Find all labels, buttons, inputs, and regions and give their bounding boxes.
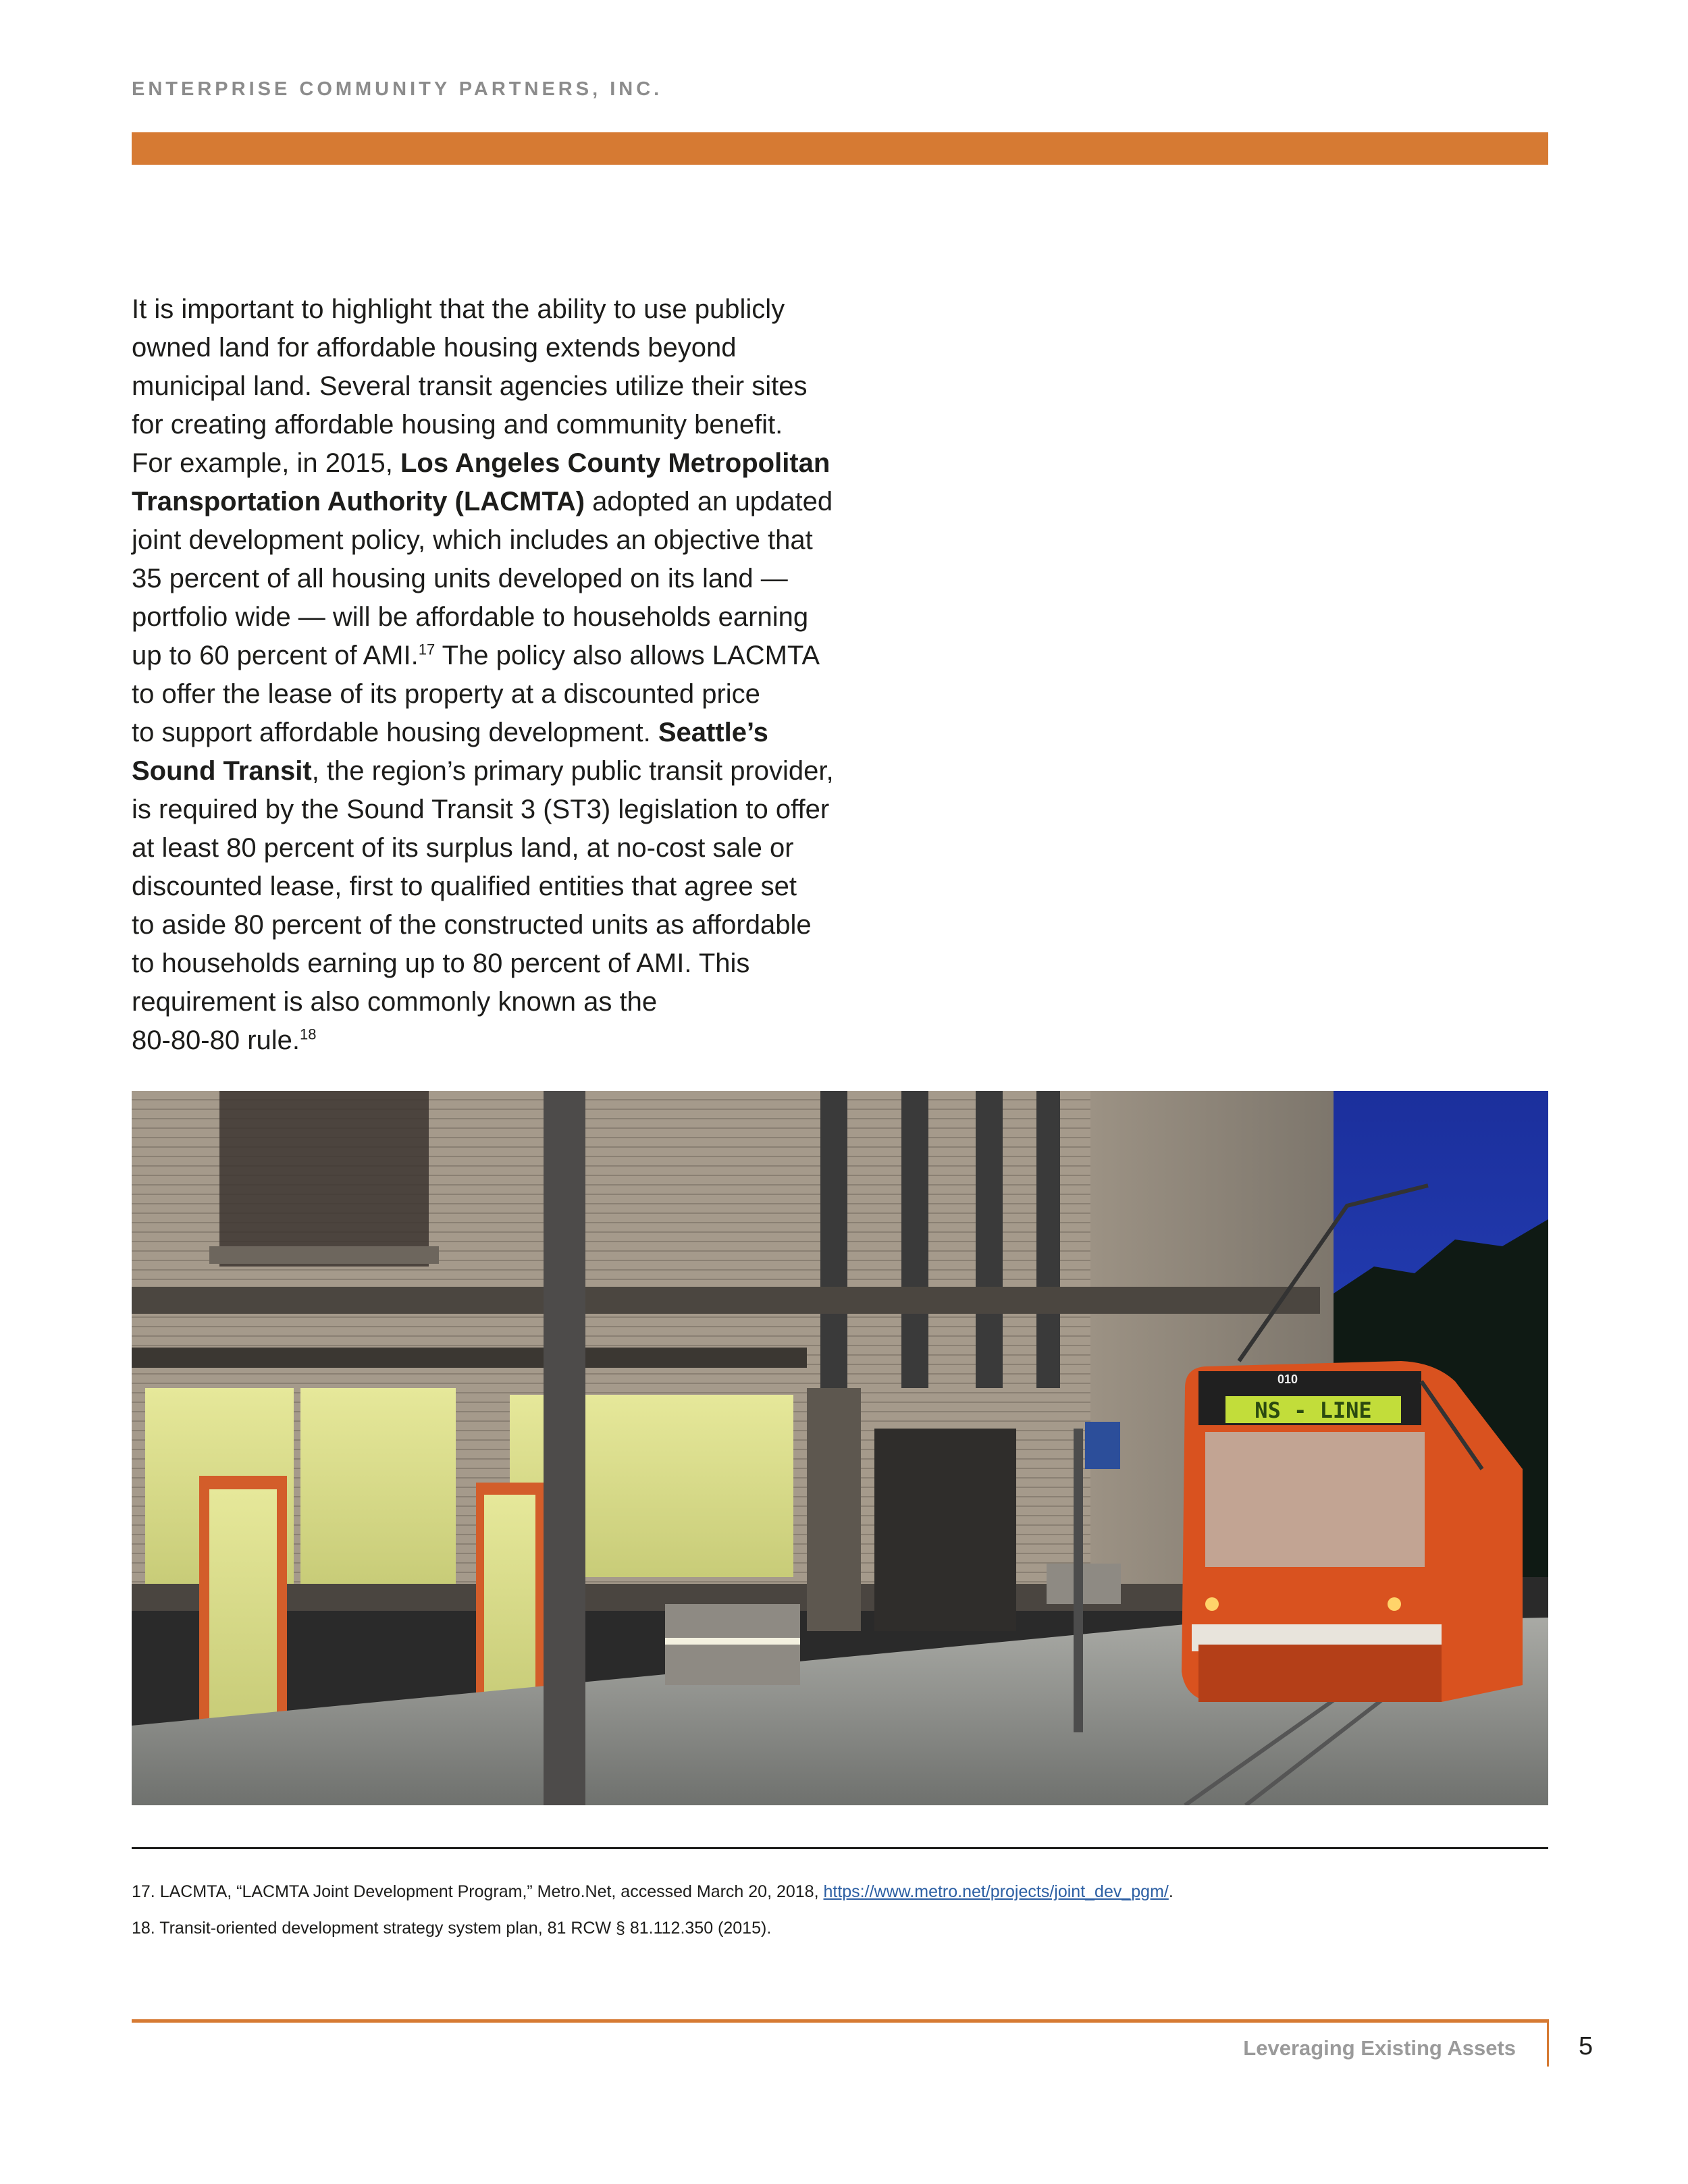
body-line: 80-80-80 rule. — [132, 1026, 300, 1055]
body-line: adopted an updated — [585, 487, 833, 516]
body-line: For example, in 2015, — [132, 448, 400, 478]
header-accent-bar — [132, 132, 1548, 165]
body-line: municipal land. Several transit agencies utilize their sites — [132, 371, 808, 401]
body-line: to aside 80 percent of the constructed units as affordable — [132, 910, 812, 940]
sound-transit-name-bold: Sound Transit — [132, 756, 312, 786]
body-line: 35 percent of all housing units developed on its land — — [132, 564, 788, 593]
body-line: requirement is also commonly known as the — [132, 987, 658, 1017]
body-line: The policy also allows LACMTA — [435, 641, 820, 670]
footer-vertical-divider — [1547, 2019, 1549, 2067]
header-org-name: ENTERPRISE COMMUNITY PARTNERS, INC. — [132, 78, 663, 100]
lacmta-name-bold: Los Angeles County Metropolitan — [400, 448, 830, 478]
body-line: discounted lease, first to qualified entities that agree set — [132, 872, 797, 901]
streetcar-line-sign: NS - LINE — [1255, 1397, 1372, 1423]
body-line: owned land for affordable housing extends beyond — [132, 333, 737, 363]
body-line: It is important to highlight that the ability to use publicly — [132, 294, 785, 324]
page-number: 5 — [1579, 2032, 1593, 2060]
footnote-17-text: 17. LACMTA, “LACMTA Joint Development Program,” Metro.Net, accessed March 20, 2018, — [132, 1882, 824, 1901]
footnote-ref-18[interactable]: 18 — [300, 1026, 317, 1043]
body-line: portfolio wide — will be affordable to households earning — [132, 602, 809, 632]
body-line: to support affordable housing development. — [132, 718, 658, 747]
streetcar-number: 010 — [1277, 1373, 1298, 1386]
footnote-ref-17[interactable]: 17 — [418, 641, 436, 658]
footnote-divider — [132, 1847, 1548, 1849]
footnote-17-link[interactable]: https://www.metro.net/projects/joint_dev_pgm/ — [823, 1882, 1169, 1901]
body-line: , the region’s primary public transit provider, — [311, 756, 834, 786]
body-line: at least 80 percent of its surplus land, at no-cost sale or — [132, 833, 794, 863]
footer-accent-rule — [132, 2019, 1548, 2023]
footnote-17-end: . — [1168, 1882, 1173, 1901]
footnote-18: 18. Transit-oriented development strategy system plan, 81 RCW § 81.112.350 (2015). — [132, 1919, 772, 1938]
lacmta-name-bold: Transportation Authority (LACMTA) — [132, 487, 585, 516]
sound-transit-name-bold: Seattle’s — [658, 718, 768, 747]
streetcar-photo — [132, 1091, 1548, 1805]
body-paragraph — [132, 290, 837, 1060]
body-line: up to 60 percent of AMI. — [132, 641, 419, 670]
body-line: to households earning up to 80 percent of AMI. This — [132, 949, 750, 978]
body-line: joint development policy, which includes an objective that — [132, 525, 813, 555]
footnote-17 — [132, 1882, 1173, 1902]
body-line: to offer the lease of its property at a discounted price — [132, 679, 760, 709]
footer-section-title: Leveraging Existing Assets — [1243, 2036, 1516, 2060]
body-line: is required by the Sound Transit 3 (ST3) legislation to offer — [132, 795, 830, 824]
body-line: for creating affordable housing and community benefit. — [132, 410, 783, 440]
